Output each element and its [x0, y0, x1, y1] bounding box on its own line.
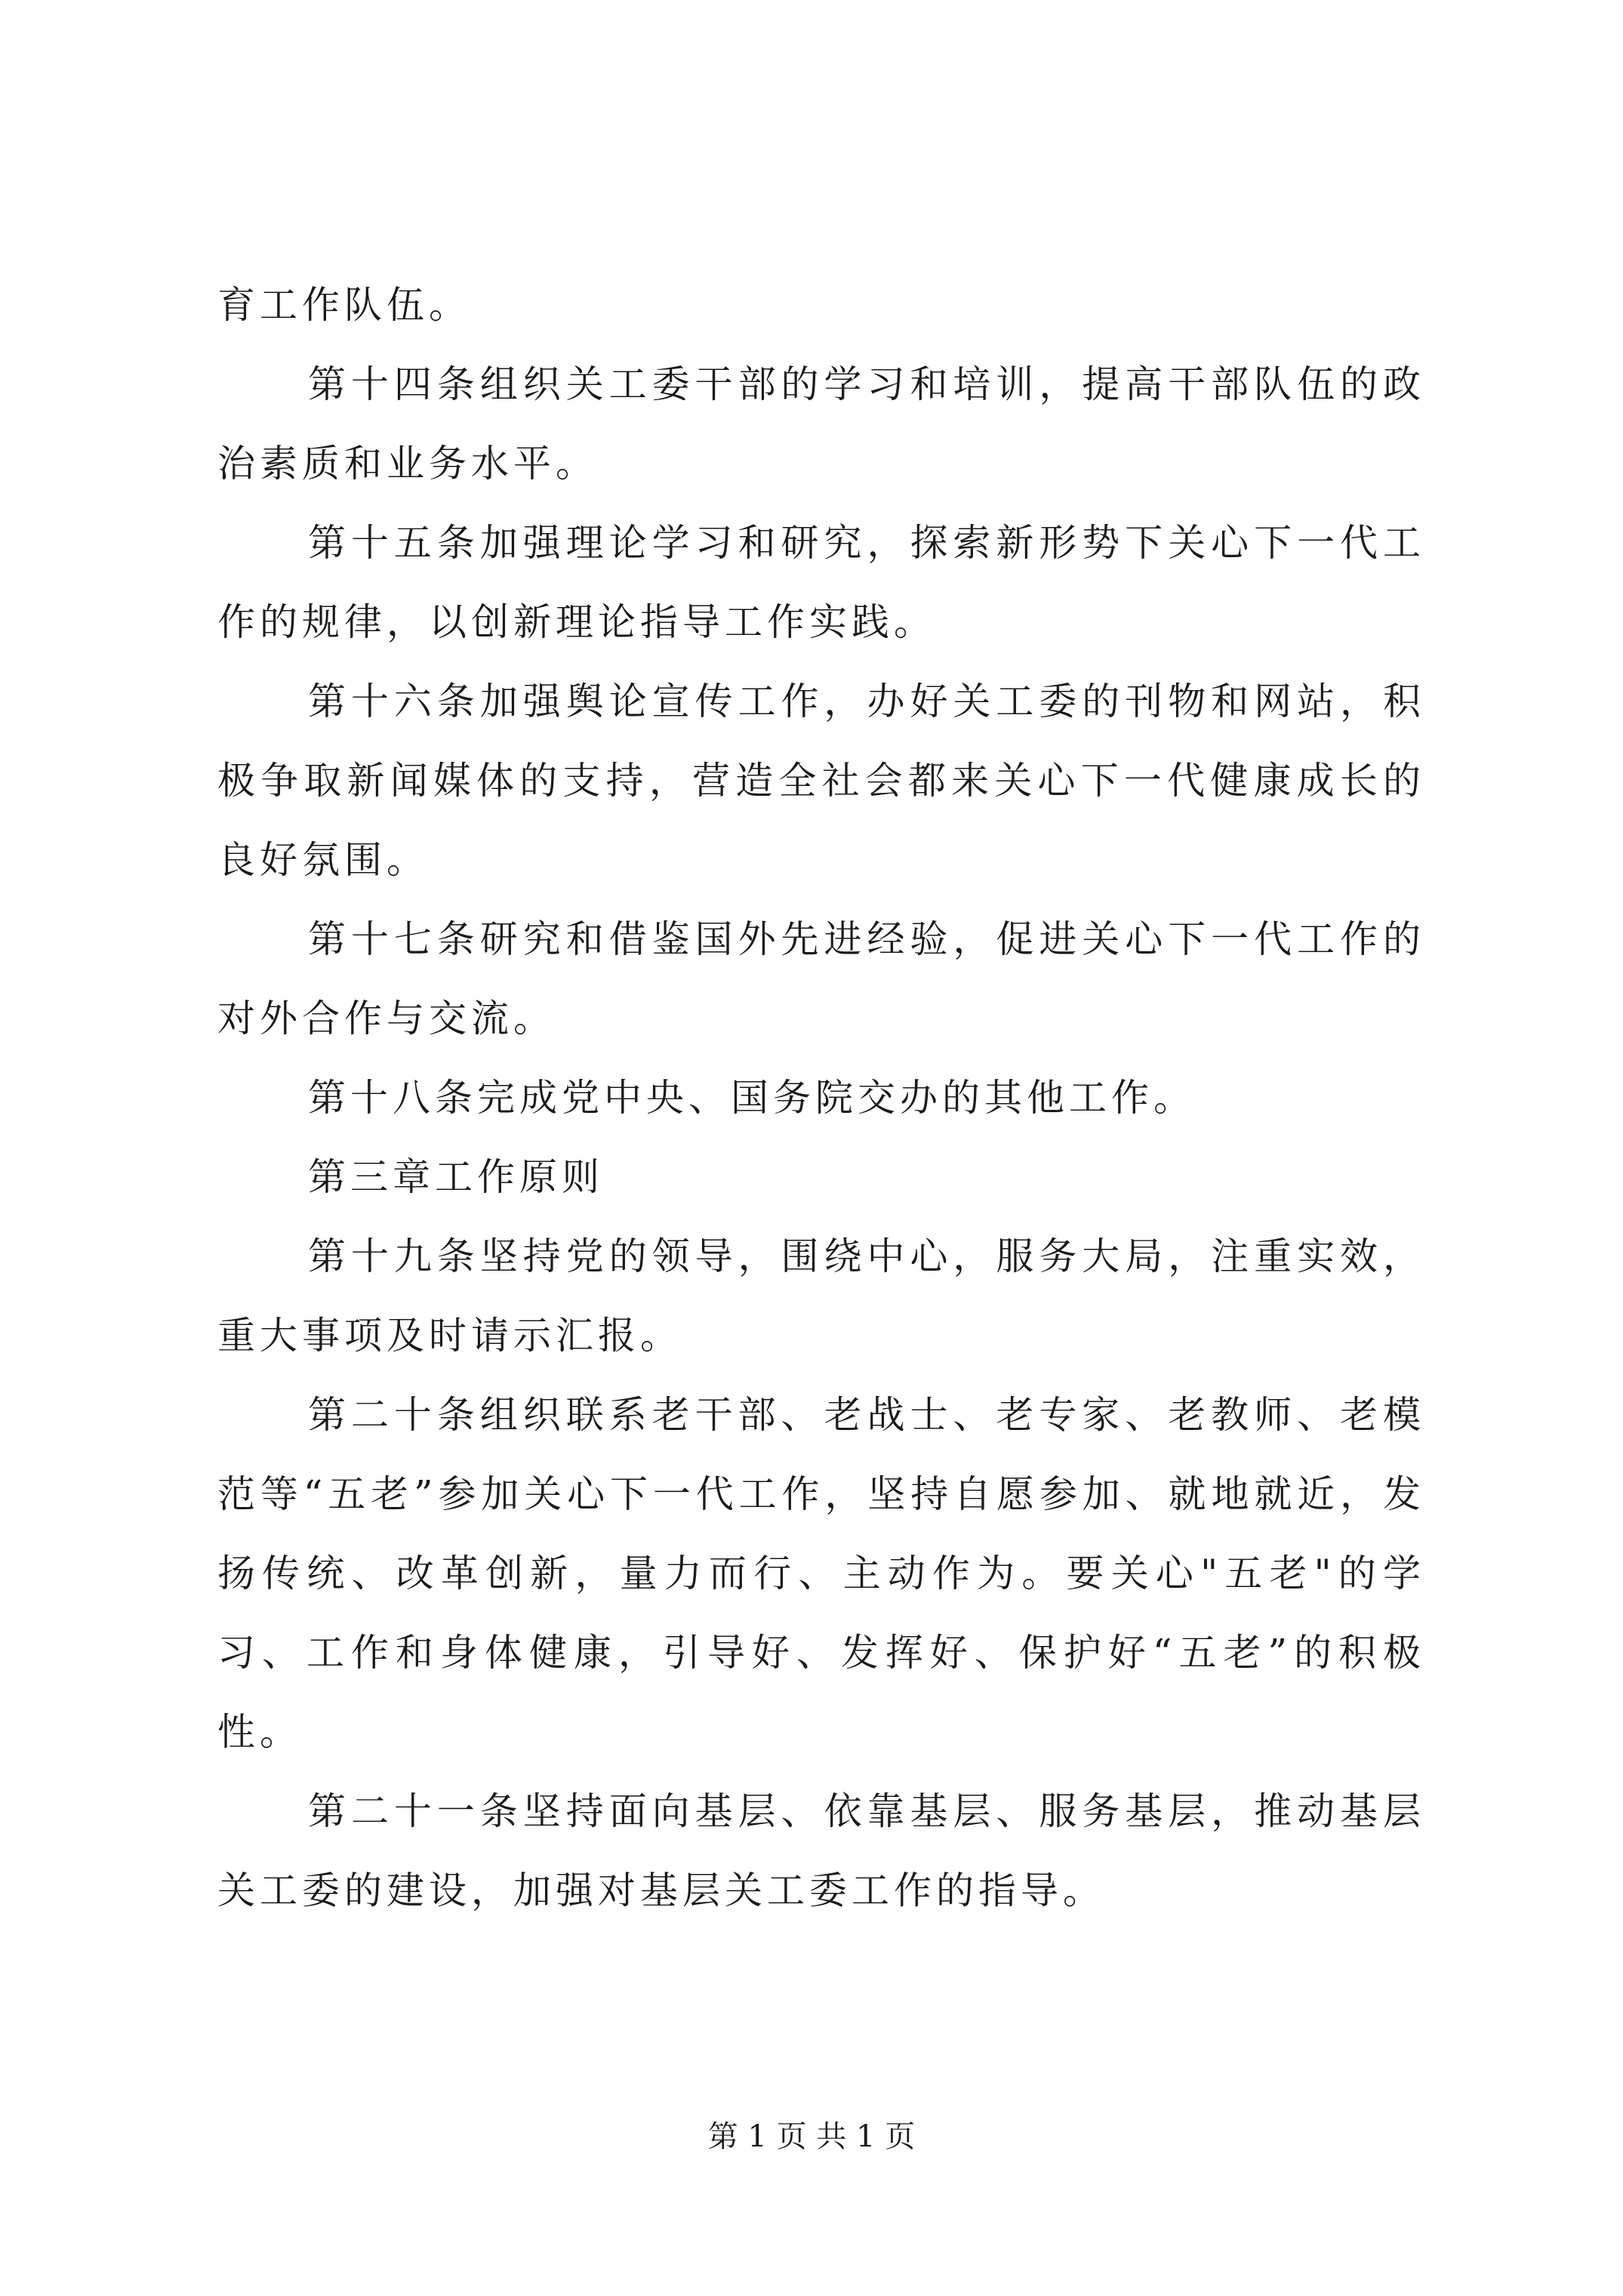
paragraph: 第十四条组织关工委干部的学习和培训，提高干部队伍的政治素质和业务水平。	[217, 362, 1425, 485]
paragraph: 第十七条研究和借鉴国外先进经验，促进关心下一代工作的对外合作与交流。	[217, 917, 1425, 1040]
chapter-heading: 第三章工作原则	[308, 1155, 604, 1199]
paragraph: 第二十条组织联系老干部、老战士、老专家、老教师、老模范等“五老”参加关心下一代工作，坚持自愿参加、就地就近，发扬传统、改革创新，量力而行、主动作为。要关心"五老"的学习、工作和身体健康，引导好、发挥好、保护好“五老”的积极性。	[217, 1393, 1425, 1754]
paragraph: 第二十一条坚持面向基层、依靠基层、服务基层，推动基层关工委的建设，加强对基层关工委工作的指导。	[217, 1789, 1425, 1912]
document-body	[217, 266, 1425, 1931]
paragraph: 第十五条加强理论学习和研究，探索新形势下关心下一代工作的规律，以创新理论指导工作实践。	[217, 521, 1425, 644]
paragraph: 第十九条坚持党的领导，围绕中心，服务大局，注重实效，重大事项及时请示汇报。	[217, 1234, 1425, 1358]
paragraph: 育工作队伍。	[217, 283, 471, 327]
paragraph: 第十六条加强舆论宣传工作，办好关工委的刊物和网站，积极争取新闻媒体的支持，营造全社会都来关心下一代健康成长的良好氛围。	[217, 680, 1425, 882]
paragraph: 第十八条完成党中央、国务院交办的其他工作。	[308, 1076, 1196, 1120]
page-footer	[0, 2114, 1623, 2159]
page-number-label: 第 1 页 共 1 页	[707, 2119, 916, 2154]
